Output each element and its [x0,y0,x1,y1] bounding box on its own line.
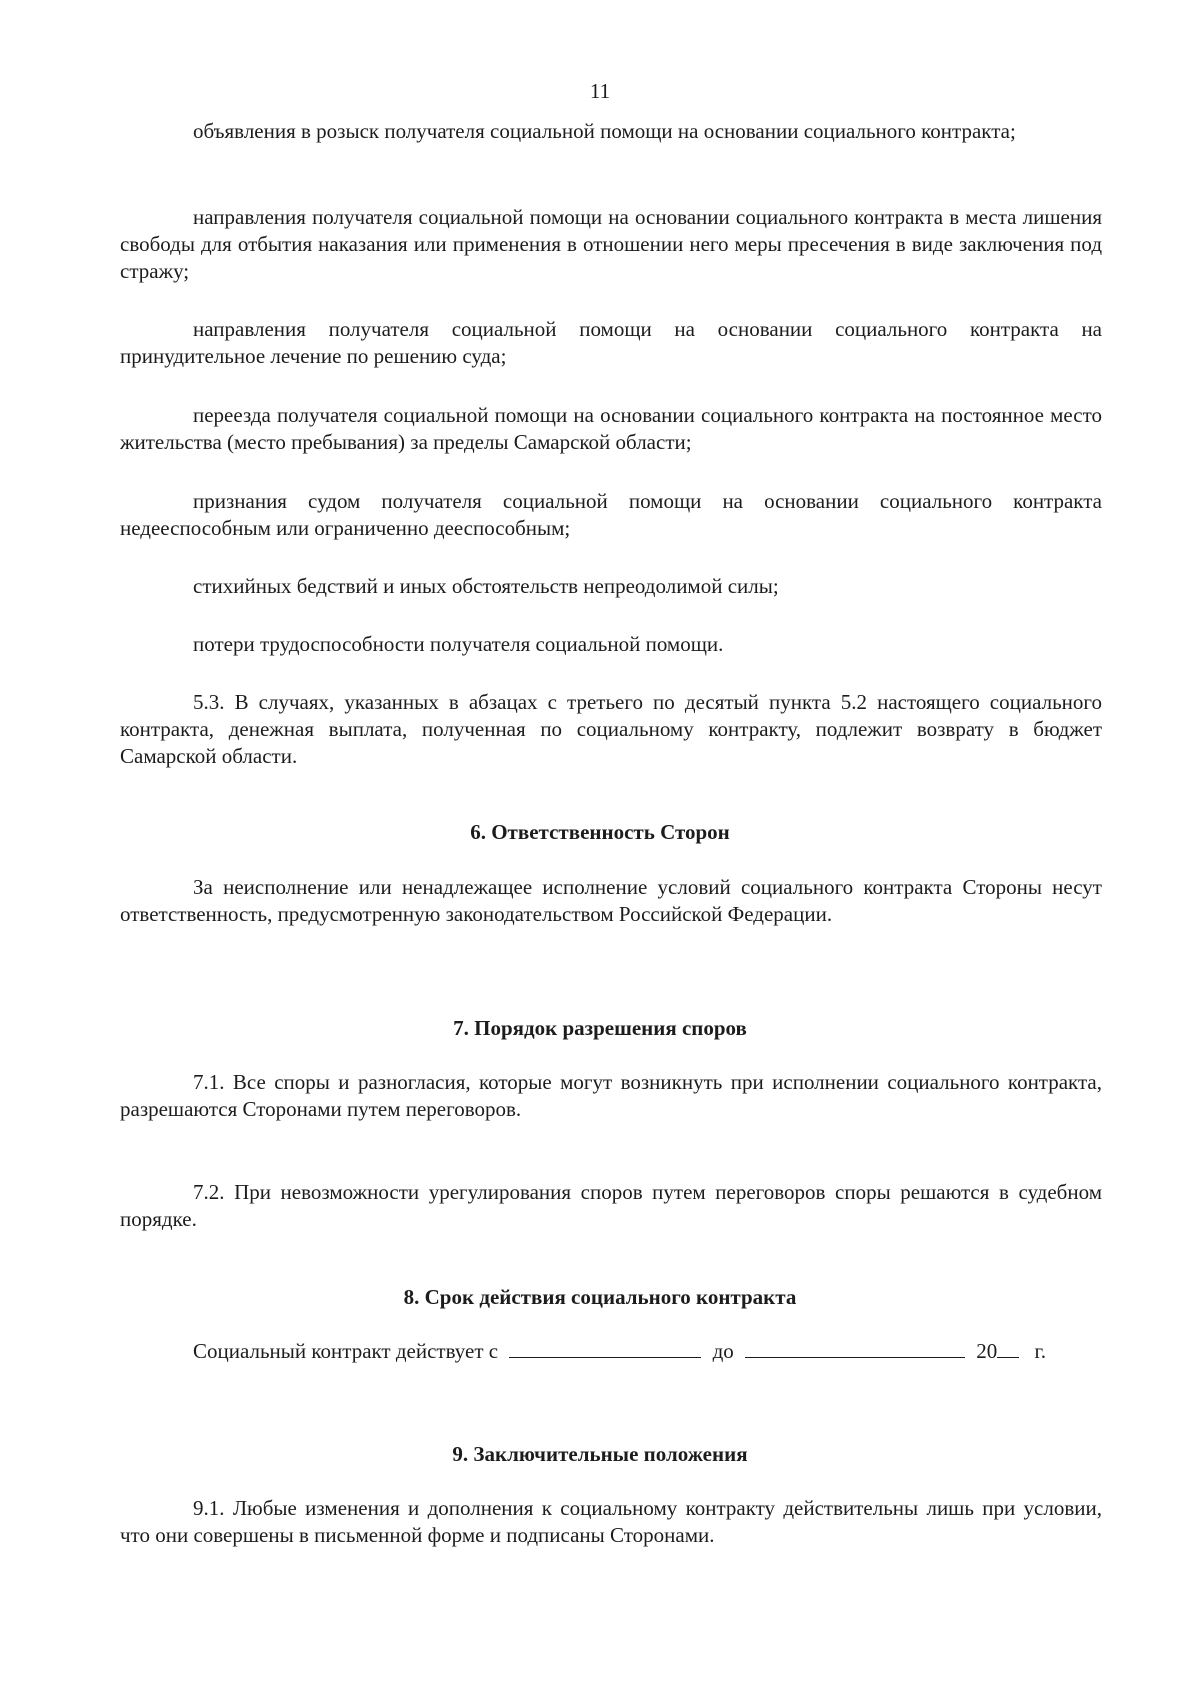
paragraph-wanted: объявления в розыск получателя социальной помощи на основании социального контракта; [193,119,1016,143]
paragraph-5-3: 5.3. В случаях, указанных в абзацах с третьего по десятый пункта 5.2 настоящего социального контракта, денежная выплата, полученная по социальному контракту, подлежит возврату в бюджет Самарской области. [120,690,1102,768]
paragraph-prison: направления получателя социальной помощи на основании социального контракта в места лишения свободы для отбытия наказания или применения в отношении него меры пресечения в виде заключения под стражу; [120,205,1102,283]
year-suffix: г. [1034,1339,1047,1363]
section-8-heading: 8. Срок действия социального контракта [403,1285,797,1309]
start-date-blank[interactable] [509,1337,701,1358]
paragraph-force-majeure: стихийных бедствий и иных обстоятельств непреодолимой силы; [193,574,779,598]
year-prefix: 20 [976,1339,998,1363]
paragraph-incapacity: признания судом получателя социальной помощи на основании социального контракта недееспособным или ограниченно дееспособным; [120,489,1102,540]
paragraph-disability: потери трудоспособности получателя социальной помощи. [193,632,724,656]
paragraph-treatment: направления получателя социальной помощи на основании социального контракта на принудительное лечение по решению суда; [120,317,1102,368]
contract-duration-line [193,1337,1046,1365]
year-blank[interactable] [997,1337,1019,1358]
section-7-heading: 7. Порядок разрешения споров [453,1016,747,1040]
end-date-blank[interactable] [745,1337,965,1358]
page-number: 11 [589,79,611,103]
section-6-text: За неисполнение или ненадлежащее исполнение условий социального контракта Стороны несут ответственность, предусмотренную законодательством Российской Федерации. [120,875,1102,926]
duration-prefix: Социальный контракт действует с [193,1339,499,1363]
section-9-1: 9.1. Любые изменения и дополнения к социальному контракту действительны лишь при условии, что они совершены в письменной форме и подписаны Сторонами. [120,1496,1102,1547]
paragraph-relocation: переезда получателя социальной помощи на основании социального контракта на постоянное место жительства (место пребывания) за пределы Самарской области; [120,403,1102,454]
section-7-1: 7.1. Все споры и разногласия, которые могут возникнуть при исполнении социального контракта, разрешаются Сторонами путем переговоров. [120,1070,1102,1121]
duration-middle: до [712,1339,734,1363]
section-6-heading: 6. Ответственность Сторон [470,820,730,844]
section-7-2: 7.2. При невозможности урегулирования споров путем переговоров споры решаются в судебном порядке. [120,1180,1102,1231]
section-9-heading: 9. Заключительные положения [452,1442,748,1466]
